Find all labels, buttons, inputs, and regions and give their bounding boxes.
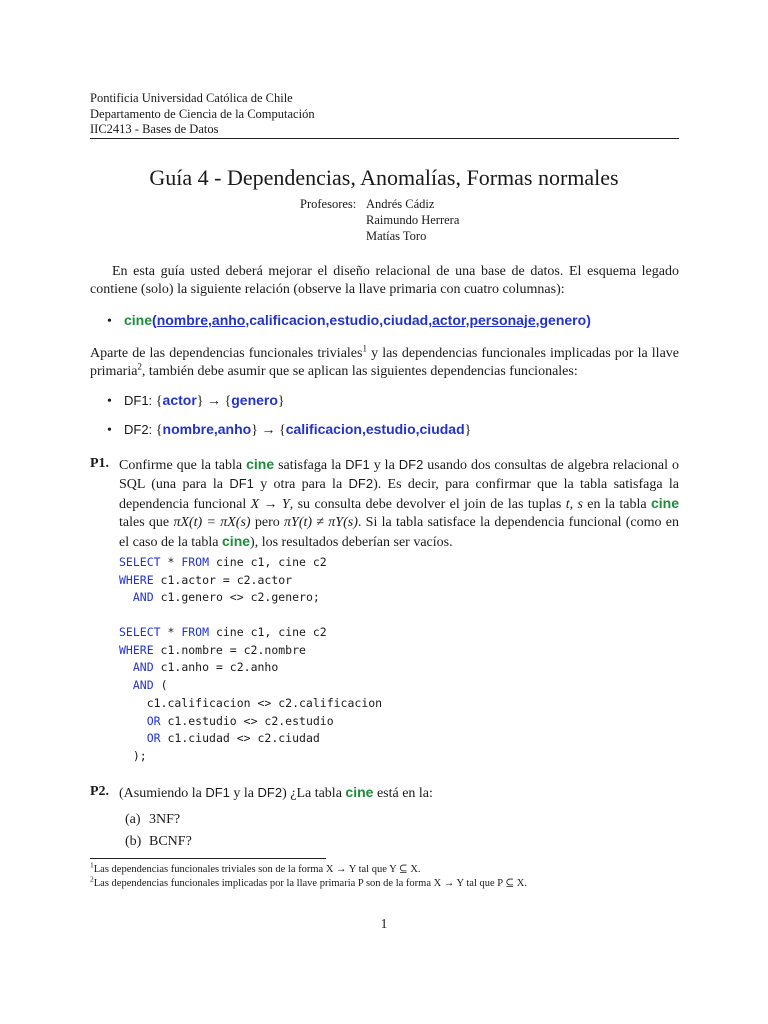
footnote-1: $^1$Las dependencias funcionales triviales son de la forma X → Y tal que Y ⊆ X.: [90, 860, 421, 875]
sql-keyword: OR: [146, 713, 161, 728]
dependency-lhs-attribute: anho: [217, 421, 252, 437]
relation-attribute: genero: [539, 312, 587, 328]
p1-text: Confirme que la tabla cine satisfaga la DF1 y la DF2 usando dos consultas de algebra relacional o SQL (una para la DF1 y otra para la DF2). Es decir, para confirmar que la tabla satisfaga la dependencia funcional X → Y, su consulta debe devolver el join de las tuplas t, s en la tabla cine tales que πX(t) = πX(s) pero πY(t) ≠ πY(s). Si la tabla satisface la dependencia funcional (como en el caso de la tabla cine), los resultados deberían ser vacíos.: [119, 456, 680, 550]
sql-query-df2: [119, 624, 382, 766]
sql-keyword: AND: [132, 590, 154, 605]
footnote-2: $^2$Las dependencias funcionales implicadas por la llave primaria P son de la forma X → Y tal que P ⊆ X.: [90, 874, 527, 889]
page-title: Guía 4 - Dependencias, Anomalías, Formas normales: [149, 165, 619, 190]
dependencies-intro: Aparte de las dependencias funcionales triviales$^1$ y las dependencias funcionales implicadas por la llave primaria$^2$, también debe asumir que se aplican las siguientes dependencias funcionales:: [90, 343, 679, 379]
p1-tag: P1.: [90, 456, 110, 471]
code-line: SELECT * FROM cine c1, cine c2: [119, 625, 327, 639]
dependency-rhs-attribute: ciudad: [419, 421, 465, 437]
p2-text: (Asumiendo la DF1 y la DF2) ¿La tabla cine está en la:: [119, 784, 433, 801]
relation-name: cine: [124, 312, 153, 328]
header-university: Pontificia Universidad Católica de Chile: [90, 91, 293, 105]
sql-keyword: AND: [132, 660, 154, 675]
code-line: OR c1.estudio <> c2.estudio: [146, 713, 334, 728]
professor-name: Matías Toro: [366, 229, 427, 243]
dependency-label: DF1:: [124, 393, 156, 408]
professor-name: Andrés Cádiz: [366, 197, 435, 211]
sql-keyword: AND: [132, 678, 154, 693]
professor-name: Raimundo Herrera: [366, 213, 460, 227]
code-line: AND (: [132, 678, 168, 693]
relation-attribute: ciudad: [383, 312, 429, 328]
relation-attribute: estudio: [329, 312, 380, 328]
footnote-divider: [90, 858, 326, 859]
sql-keyword: FROM: [181, 555, 210, 569]
sql-keyword: FROM: [181, 625, 210, 639]
sql-query-df1: [119, 554, 327, 607]
problem-p1: [90, 455, 680, 550]
footnote-ref: 2: [137, 361, 142, 372]
p2-tag: P2.: [90, 784, 110, 799]
header-course: IIC2413 - Bases de Datos: [90, 122, 219, 136]
sql-keyword: OR: [146, 731, 161, 746]
relation-attribute: anho: [211, 312, 246, 328]
code-line: WHERE c1.nombre = c2.nombre: [119, 642, 306, 657]
dependency-label: DF2:: [124, 422, 156, 437]
header-department: Departamento de Ciencia de la Computación: [90, 107, 315, 121]
relation-attribute: nombre: [156, 312, 209, 328]
sql-keyword: SELECT: [119, 625, 161, 639]
relation-attribute: personaje: [469, 312, 536, 328]
relation-attribute: actor: [432, 312, 466, 328]
option-a: (a) 3NF?: [125, 812, 181, 827]
code-line: WHERE c1.actor = c2.actor: [119, 572, 293, 587]
footnote-ref: 1: [362, 343, 367, 354]
dependency-lhs-attribute: actor: [162, 392, 197, 408]
sql-keyword: SELECT: [119, 555, 161, 569]
relation-schema: cine(nombre,anho,calificacion,estudio,ciudad,actor,personaje,genero): [124, 312, 591, 328]
code-line: SELECT * FROM cine c1, cine c2: [119, 555, 327, 569]
option-b: (b) BCNF?: [125, 834, 192, 849]
intro-paragraph: [90, 263, 679, 299]
dependency-rhs-attribute: genero: [231, 392, 278, 408]
page-number: 1: [380, 916, 388, 931]
relation-attribute: calificacion: [249, 312, 326, 328]
sql-keyword: WHERE: [119, 572, 154, 587]
relation-bullet: • cine(nombre,anho,calificacion,estudio,ciudad,actor,personaje,genero): [107, 312, 591, 329]
dependency-lhs-attribute: nombre: [162, 421, 214, 437]
code-line: OR c1.ciudad <> c2.ciudad: [146, 731, 320, 746]
sql-keyword: WHERE: [119, 642, 154, 657]
code-line: AND c1.genero <> c2.genero;: [132, 590, 320, 605]
dependency-rhs-attribute: calificacion: [285, 421, 362, 437]
professors-label: Profesores:: [300, 197, 357, 211]
problem-p2: [90, 783, 679, 801]
code-line: AND c1.anho = c2.anho: [132, 660, 279, 675]
code-line: );: [119, 748, 147, 763]
header-divider: [90, 138, 679, 139]
dependency-df1: • DF1: {actor} → {genero}: [107, 392, 285, 409]
code-line: c1.calificacion <> c2.calificacion: [119, 695, 383, 710]
dependency-df2: • DF2: {nombre,anho} → {calificacion,estudio,ciudad}: [107, 421, 472, 438]
intro-text: En esta guía usted deberá mejorar el diseño relacional de una base de datos. El esquema legado contiene (solo) la siguiente relación (observe la llave primaria con cuatro columnas):: [90, 264, 679, 297]
dependency-rhs-attribute: estudio: [365, 421, 416, 437]
professors-block: [300, 196, 459, 244]
